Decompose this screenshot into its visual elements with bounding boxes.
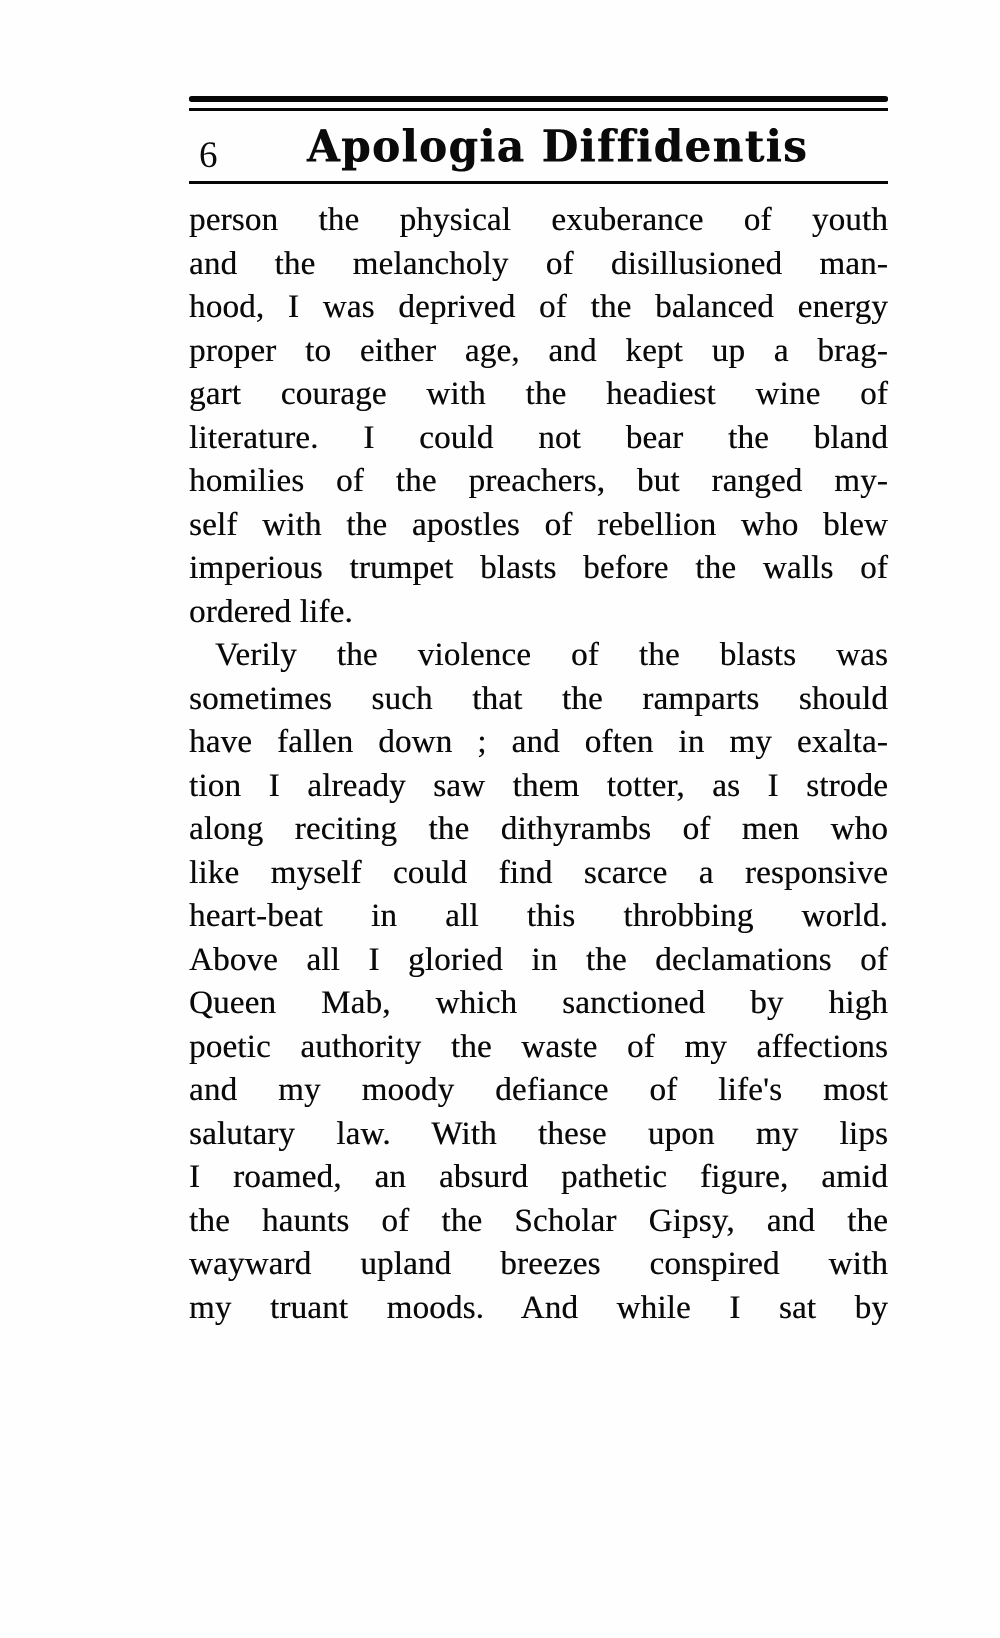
top-rule-thin <box>189 108 888 111</box>
paragraph <box>189 199 888 634</box>
text-line: the haunts of the Scholar Gipsy, and the <box>189 1202 888 1239</box>
body-text <box>189 199 888 1330</box>
text-line: along reciting the dithyrambs of men who <box>189 811 888 847</box>
text-line: person the physical exuberance of youth <box>189 202 888 238</box>
text-line: Queen Mab, which sanctioned by high <box>189 985 888 1021</box>
text-column <box>189 96 888 1330</box>
text-line: my truant moods. And while I sat by <box>189 1289 888 1326</box>
text-line: I roamed, an absurd pathetic figure, amid <box>189 1159 888 1195</box>
text-line: imperious trumpet blasts before the walls of <box>189 550 888 586</box>
text-line: wayward upland breezes conspired with <box>189 1246 888 1282</box>
text-line: homilies of the preachers, but ranged my- <box>189 463 888 499</box>
text-line: self with the apostles of rebellion who blew <box>189 506 888 543</box>
text-line: salutary law. With these upon my lips <box>189 1115 888 1152</box>
text-line: Verily the violence of the blasts was <box>215 637 888 673</box>
text-line: literature. I could not bear the bland <box>189 419 888 456</box>
text-line: ordered life. <box>189 593 353 630</box>
text-line: Above all I gloried in the declamations of <box>189 941 888 978</box>
text-line: have fallen down ; and often in my exalta- <box>189 724 888 760</box>
text-line: hood, I was deprived of the balanced energy <box>189 289 888 325</box>
page-number: 6 <box>199 135 218 176</box>
text-line: like myself could find scarce a responsive <box>189 854 888 891</box>
text-line: sometimes such that the ramparts should <box>189 680 888 717</box>
text-line: tion I already saw them totter, as I strode <box>189 767 888 804</box>
text-line: heart-beat in all this throbbing world. <box>189 898 888 934</box>
page-header <box>189 118 888 178</box>
paragraph <box>189 634 888 1330</box>
text-line: poetic authority the waste of my affections <box>189 1028 888 1065</box>
top-rule-thick <box>189 96 888 102</box>
text-line: and my moody defiance of life's most <box>189 1072 888 1108</box>
running-title: Apologia Diffidentis <box>306 120 809 172</box>
header-rule-below <box>189 181 888 184</box>
text-line: proper to either age, and kept up a brag- <box>189 332 888 369</box>
text-line: and the melancholy of disillusioned man- <box>189 245 888 282</box>
text-line: gart courage with the headiest wine of <box>189 376 888 412</box>
